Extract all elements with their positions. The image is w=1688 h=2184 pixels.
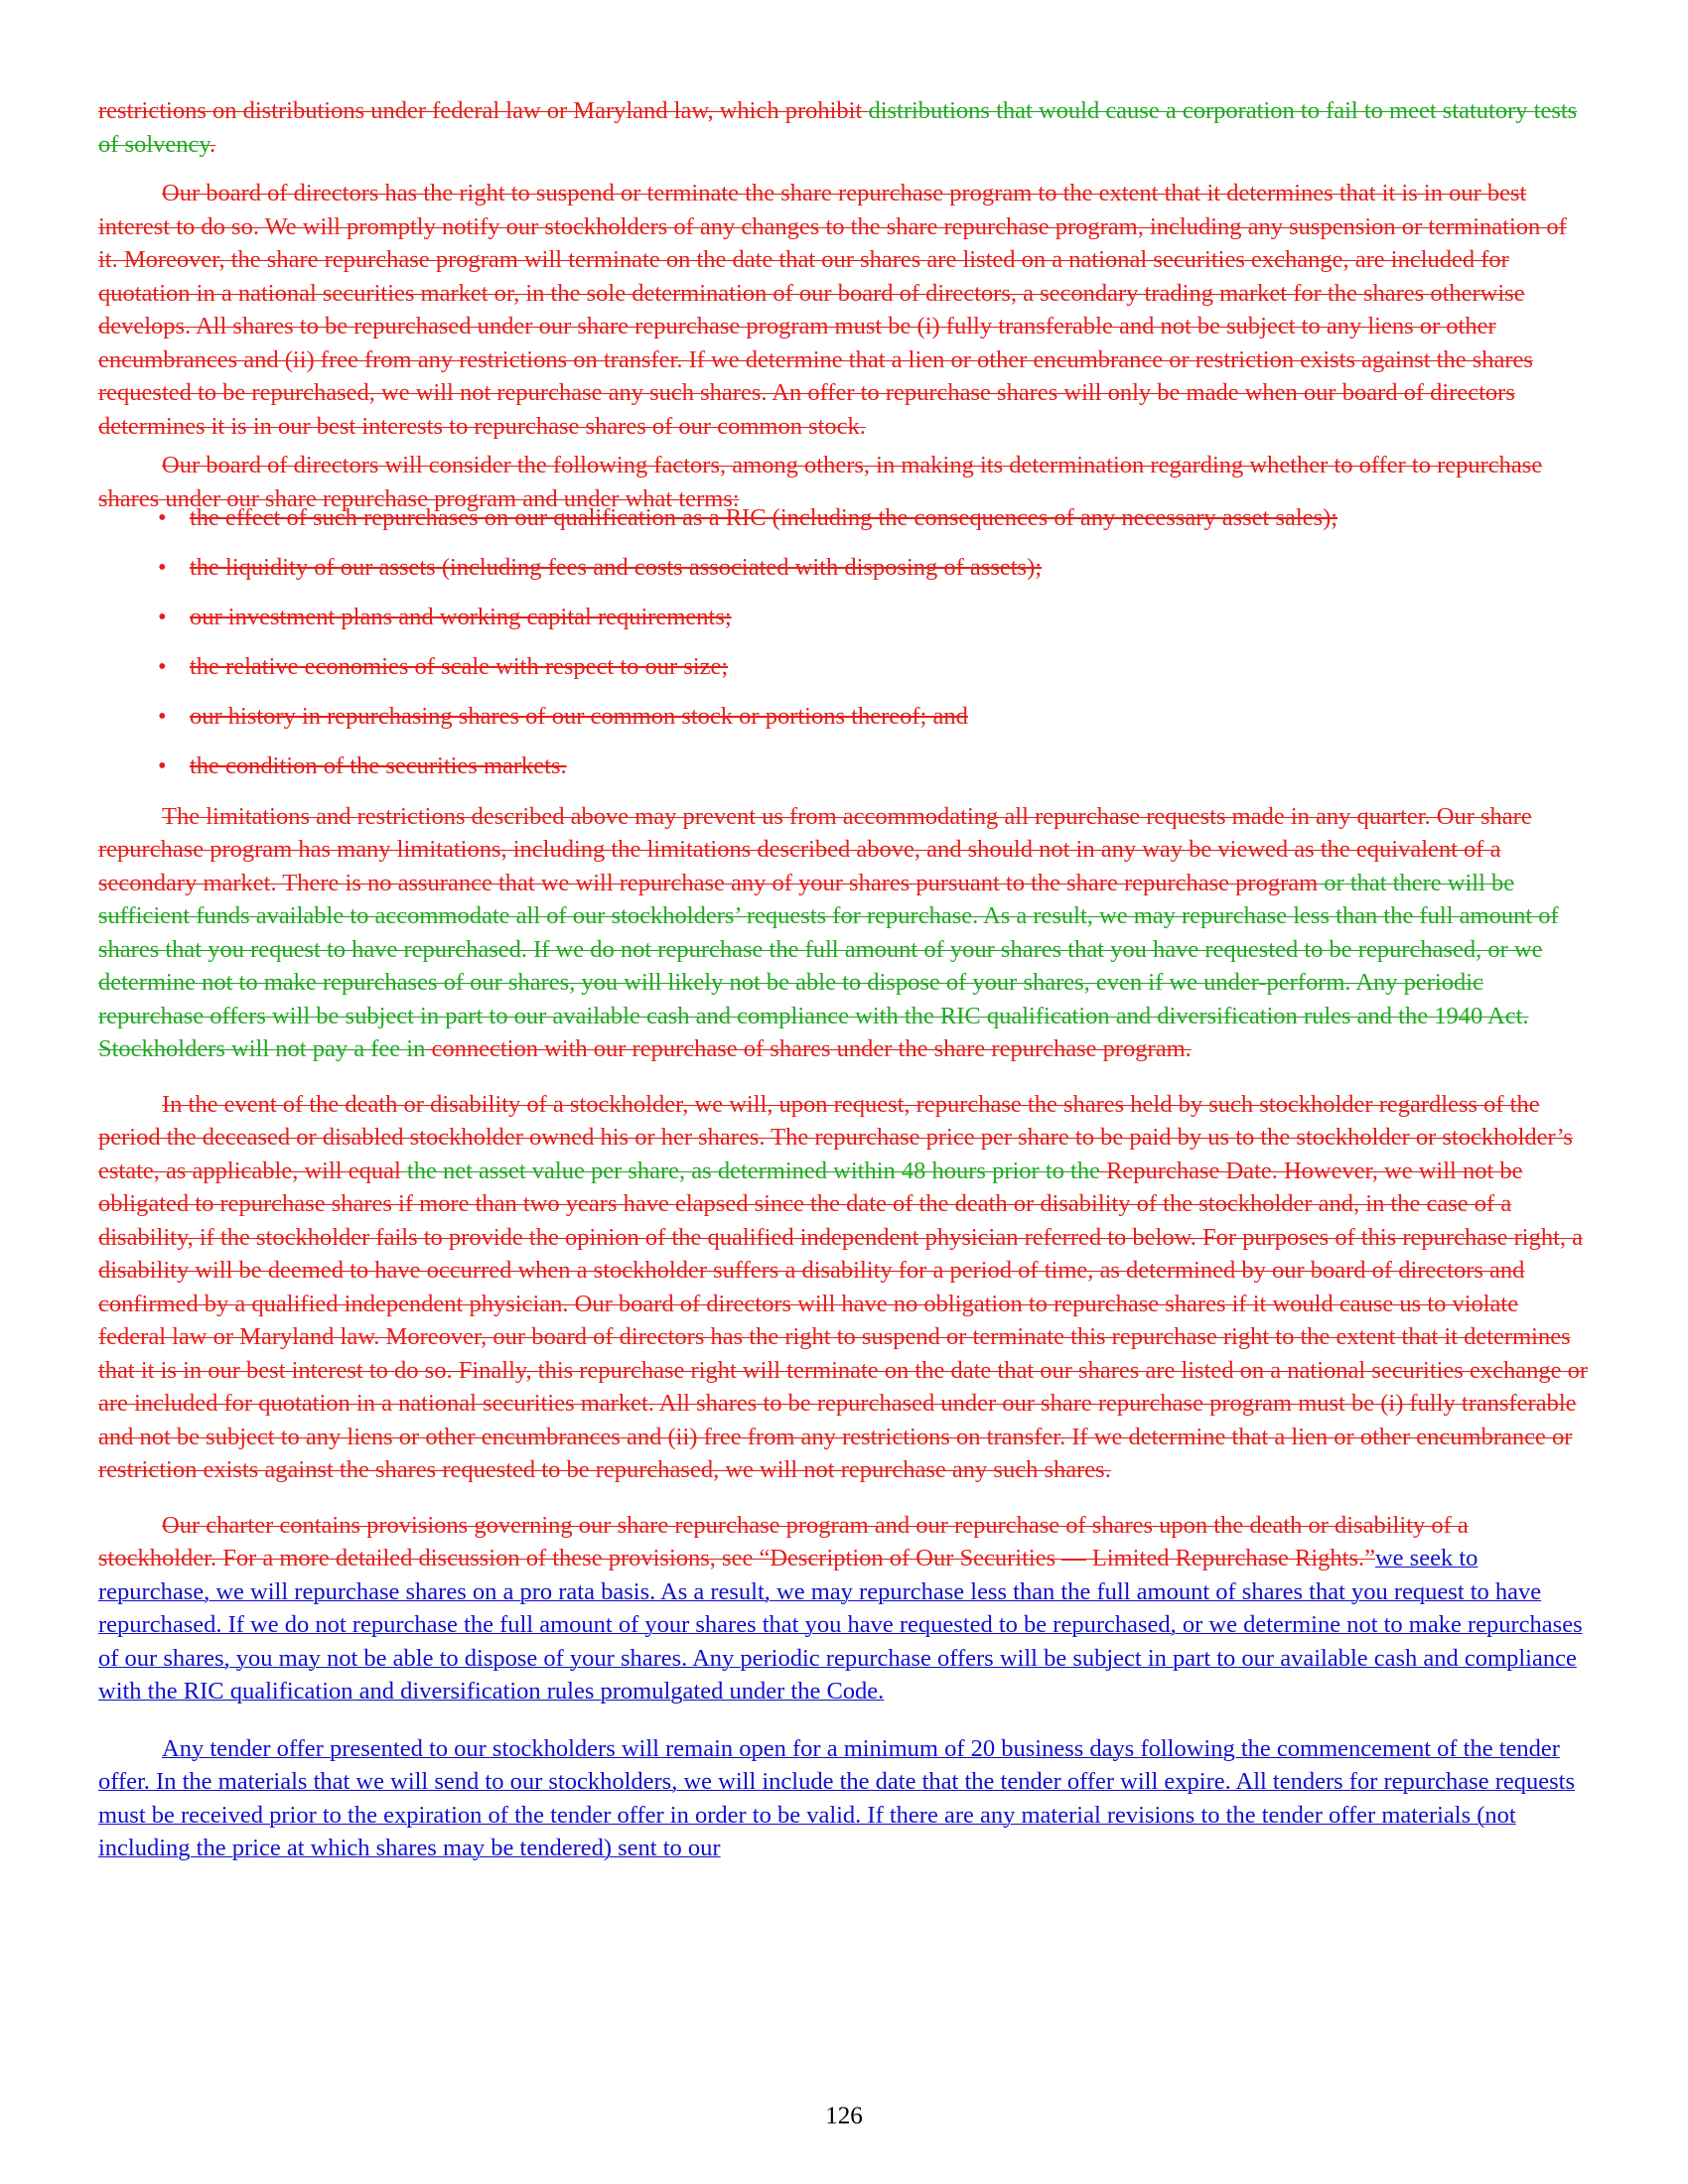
deleted-text: The limitations and restrictions described above may prevent us from accommodating all repurchase requests made in any quarter. Our share repurchase program has many limitations, including the limitations described above, and should not in any way be viewed as the equivalent of a secondary market. There is no assurance that we will repurchase any of your shares pursuant to the share repurchase program <box>98 802 1532 896</box>
list-item: • our investment plans and working capital requirements; <box>98 601 1590 634</box>
paragraph-distribution-restrictions <box>98 94 1590 161</box>
paragraph-charter-provisions <box>98 1509 1590 1708</box>
list-item: • the effect of such repurchases on our qualification as a RIC (including the consequences of any necessary asset sales); <box>98 501 1590 535</box>
page-body <box>98 94 1590 1865</box>
paragraph-limitations <box>98 800 1590 1066</box>
moved-text: distributions that would cause a corporation to fail to meet statutory tests of solvency <box>98 97 1578 158</box>
bullet-icon: • <box>158 752 167 779</box>
paragraph-death-or-disability <box>98 1088 1590 1487</box>
moved-text: or that there will be sufficient funds available to accommodate all of our stockholders’ requests for repurchase. As a result, we may repurchase less than the full amount of shares that you request to have repurchased. If we do not repurchase the full amount of your shares that you have requested to be repurchased, or we determine not to make repurchases of our shares, you will likely not be able to dispose of your shares, even if we under-perform. Any periodic repurchase offers will be subject in part to our available cash and compliance with the RIC qualification and diversification rules and the 1940 Act. Stockholders will not pay a fee in <box>98 869 1559 1062</box>
paragraph-board-right-to-suspend <box>98 177 1590 443</box>
deleted-text: Our charter contains provisions governing our share repurchase program and our repurchase of shares upon the death or disability of a stockholder. For a more detailed discussion of these provisions, see “Description of Our Securities — Limited Repurchase Rights.” <box>98 1511 1469 1571</box>
bullet-icon: • <box>158 504 167 531</box>
bullet-icon: • <box>158 554 167 581</box>
moved-text: the net asset value per share, as determined within 48 hours prior to the <box>400 1157 1100 1184</box>
list-item: • our history in repurchasing shares of our common stock or portions thereof; and <box>98 700 1590 734</box>
deleted-text: restrictions on distributions under federal law or Maryland law, which prohibit <box>98 97 869 124</box>
bullet-icon: • <box>158 653 167 680</box>
deleted-text: Our board of directors will consider the following factors, among others, in making its determination regarding whether to offer to repurchase shares under our share repurchase program and under what terms: <box>98 452 1543 512</box>
factor-list <box>98 501 1590 783</box>
list-item: • the condition of the securities markets. <box>98 750 1590 783</box>
deleted-text: In the event of the death or disability of a stockholder, we will, upon request, repurchase the shares held by such stockholder regardless of the period the deceased or disabled stockholder owned his or her shares. The repurchase price per share to be paid by us to the stockholder or stockholder’s estate, as applicable, will equal <box>98 1090 1573 1184</box>
deleted-text: connection with our repurchase of shares under the share repurchase program. <box>425 1035 1192 1062</box>
bullet-icon: • <box>158 604 167 630</box>
list-item: • the liquidity of our assets (including fees and costs associated with disposing of assets); <box>98 551 1590 585</box>
paragraph-tender-offer <box>98 1732 1590 1865</box>
deleted-text: . <box>210 130 216 158</box>
deleted-text: Our board of directors has the right to suspend or terminate the share repurchase program to the extent that it determines that it is in our best interest to do so. We will promptly notify our stockholders of any changes to the share repurchase program, including any suspension or termination of it. Moreover, the share repurchase program will terminate on the date that our shares are listed on a national securities exchange, are included for quotation in a national securities market or, in the sole determination of our board of directors, a secondary trading market for the shares otherwise develops. All shares to be repurchased under our share repurchase program must be (i) fully transferable and not be subject to any liens or other encumbrances and (ii) free from any restrictions on transfer. If we determine that a lien or other encumbrance or restriction exists against the shares requested to be repurchased, we will not repurchase any such shares. An offer to repurchase shares will only be made when our board of directors determines it is in our best interests to repurchase shares of our common stock. <box>98 180 1567 440</box>
bullet-icon: • <box>158 703 167 730</box>
list-item: • the relative economies of scale with respect to our size; <box>98 650 1590 684</box>
inserted-text: we seek to repurchase, we will repurchase shares on a pro rata basis. As a result, we may repurchase less than the full amount of shares that you request to have repurchased. If we do not repurchase the full amount of your shares that you have requested to be repurchased, or we determine not to make repurchases of our shares, you may not be able to dispose of your shares. Any periodic repurchase offers will be subject in part to our available cash and compliance with the RIC qualification and diversification rules promulgated under the Code. <box>98 1545 1583 1705</box>
deleted-text: Repurchase Date. However, we will not be obligated to repurchase shares if more than two years have elapsed since the date of the death or disability of the stockholder and, in the case of a disability, if the stockholder fails to provide the opinion of the qualified independent physician referred to below. For purposes of this repurchase right, a disability will be deemed to have occurred when a stockholder suffers a disability for a period of time, as determined by our board of directors and confirmed by a qualified independent physician. Our board of directors will have no obligation to repurchase shares if it would cause us to violate federal law or Maryland law. Moreover, our board of directors has the right to suspend or terminate this repurchase right to the extent that it determines that it is in our best interest to do so. Finally, this repurchase right will terminate on the date that our shares are listed on a national securities exchange or are included for quotation in a national securities market. All shares to be repurchased under our share repurchase program must be (i) fully transferable and not be subject to any liens or other encumbrances and (ii) free from any restrictions on transfer. If we determine that a lien or other encumbrance or restriction exists against the shares requested to be repurchased, we will not repurchase any such shares. <box>98 1157 1588 1483</box>
page-number: 126 <box>825 2103 863 2129</box>
inserted-text: Any tender offer presented to our stockholders will remain open for a minimum of 20 business days following the commencement of the tender offer. In the materials that we will send to our stockholders, we will include the date that the tender offer will expire. All tenders for repurchase requests must be received prior to the expiration of the tender offer in order to be valid. If there are any material revisions to the tender offer materials (not including the price at which shares may be tendered) sent to our <box>98 1734 1575 1861</box>
